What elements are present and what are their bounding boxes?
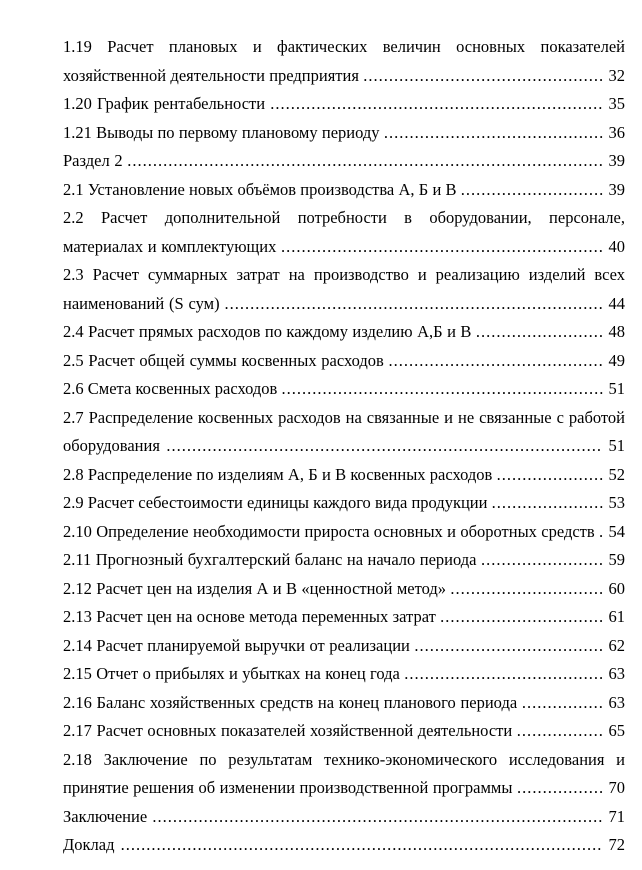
toc-page-number: 39 [608, 179, 625, 199]
toc-page-number: 63 [608, 692, 625, 712]
toc-entry[interactable] [63, 831, 625, 860]
toc-page-number: 63 [608, 664, 626, 683]
toc-entry[interactable] [63, 404, 625, 461]
toc-page-number: 32 [608, 65, 626, 85]
toc-page-number: 51 [608, 436, 625, 455]
toc-entry[interactable] [63, 717, 625, 746]
toc-dot-leader: ..................................... [414, 635, 604, 655]
toc-entry-title: Заключение [63, 806, 148, 826]
toc-page-number: 60 [608, 578, 626, 598]
toc-page-number: 71 [608, 806, 625, 826]
toc-page-number: 44 [608, 293, 626, 313]
toc-dot-leader: ..................... [496, 464, 605, 484]
toc-dot-leader: ........................................... [383, 122, 605, 142]
toc-page-number: 49 [608, 350, 626, 370]
toc-entry[interactable] [63, 461, 625, 490]
toc-page-number: 52 [608, 464, 626, 484]
toc-entry-title: 2.13 Расчет цен на основе метода переменных затрат [63, 607, 436, 626]
toc-entry-title: 2.10 Определение необходимости прироста основных и оборотных средств [63, 521, 595, 541]
toc-page-number: 70 [608, 778, 626, 797]
toc-page-number: 35 [608, 94, 625, 113]
toc-entry-title: 2.16 Баланс хозяйственных средств на конец планового периода [63, 692, 518, 712]
toc-entry[interactable] [63, 489, 625, 518]
toc-dot-leader: ......................... [475, 322, 605, 341]
toc-dot-leader: ............................ [460, 179, 605, 199]
toc-entry[interactable] [63, 119, 625, 148]
toc-entry-title: 2.1 Установление новых объёмов производства А, Б и В [63, 179, 457, 199]
toc-dot-leader: ................................ [440, 607, 605, 626]
toc-entry-title: 2.12 Расчет цен на изделия А и В «ценностной метод» [63, 578, 447, 598]
toc-dot-leader: .......................................... [388, 350, 604, 370]
toc-entry[interactable] [63, 689, 625, 718]
toc-entry[interactable] [63, 375, 625, 404]
toc-page-number: 48 [608, 322, 626, 341]
toc-entry[interactable] [63, 603, 625, 632]
toc-page-number: 59 [608, 550, 625, 569]
toc-entry[interactable] [63, 546, 625, 575]
toc-entry-title: 2.8 Распределение по изделиям А, Б и В косвенных расходов [63, 464, 493, 484]
toc-dot-leader: . [599, 521, 605, 541]
toc-entry-title: 1.19 Расчет плановых и фактических величин основных показателей хозяйственной деятельности предприятия [63, 37, 625, 85]
toc-dot-leader: .......................................................................... [224, 293, 604, 313]
toc-entry-title: 2.7 Распределение косвенных расходов на связанные и не связанные с работой оборудования [63, 407, 625, 455]
toc-page-number: 51 [608, 379, 626, 398]
toc-dot-leader: ................ [521, 692, 604, 712]
toc-entry-title: 2.9 Расчет себестоимости единицы каждого вида продукции [63, 493, 488, 512]
toc-entry[interactable] [63, 803, 625, 832]
toc-entry-title: 2.2 Расчет дополнительной потребности в оборудовании, персонале, материалах и комплектующих [63, 208, 625, 256]
toc-entry-title: 2.15 Отчет о прибылях и убытках на конец года [63, 664, 400, 683]
toc-entry-title: 2.3 Расчет суммарных затрат на производство и реализацию изделий всех наименований (S сум) [63, 265, 625, 313]
toc-entry-title: 2.18 Заключение по результатам технико-экономического исследования и принятие решения об изменении производственной программы [63, 749, 625, 797]
toc-entry[interactable] [63, 176, 625, 205]
toc-page-number: 54 [608, 521, 626, 541]
toc-entry[interactable] [63, 147, 625, 176]
toc-entry[interactable] [63, 746, 625, 803]
toc-page-number: 39 [608, 151, 626, 170]
toc-entry[interactable] [63, 204, 625, 261]
toc-page-number: 61 [608, 607, 626, 626]
toc-dot-leader: ................. [516, 778, 605, 797]
toc-entry-title: 2.17 Расчет основных показателей хозяйственной деятельности [63, 721, 513, 740]
toc-entry[interactable] [63, 575, 625, 604]
toc-entry-title: 2.6 Смета косвенных расходов [63, 379, 278, 398]
toc-entry-title: 2.5 Расчет общей суммы косвенных расходов [63, 350, 384, 370]
toc-dot-leader: ............................................... [363, 65, 605, 85]
toc-entry-title: 1.20 График рентабельности [63, 94, 266, 113]
toc-page-number: 53 [608, 493, 626, 512]
toc-dot-leader: ....................................... [404, 664, 605, 683]
toc-dot-leader: ........................................................................................ [152, 806, 604, 826]
toc-dot-leader: ............................................................................................. [127, 151, 604, 170]
toc-page-number: 72 [608, 835, 626, 854]
toc-page-number: 65 [608, 721, 626, 740]
toc-dot-leader: .............................................................................................. [120, 835, 603, 854]
toc-entry[interactable] [63, 318, 625, 347]
toc-entry[interactable] [63, 33, 625, 90]
toc-entry-title: 2.4 Расчет прямых расходов по каждому изделию А,Б и В [63, 322, 472, 341]
toc-dot-leader: .............................. [450, 578, 605, 598]
toc-page-number: 36 [608, 122, 626, 142]
toc-entry-title: 2.11 Прогнозный бухгалтерский баланс на начало периода [63, 550, 477, 569]
toc-entry[interactable] [63, 261, 625, 318]
toc-dot-leader: ........................ [481, 550, 604, 569]
toc-page-number: 40 [608, 236, 626, 256]
toc-entry-title: 1.21 Выводы по первому плановому периоду [63, 122, 380, 142]
toc-dot-leader: ..................................................................................... [166, 436, 603, 455]
toc-entry-title: Раздел 2 [63, 151, 123, 170]
toc-entry[interactable] [63, 632, 625, 661]
toc-entry[interactable] [63, 518, 625, 547]
toc-entry[interactable] [63, 660, 625, 689]
toc-entry-title: Доклад [63, 835, 115, 854]
toc-entry[interactable] [63, 347, 625, 376]
toc-dot-leader: ................................................................. [270, 94, 604, 113]
toc-dot-leader: ...................... [491, 493, 605, 512]
toc-page-number: 62 [608, 635, 626, 655]
table-of-contents [63, 33, 625, 860]
toc-dot-leader: ............................................................... [281, 379, 605, 398]
toc-entry[interactable] [63, 90, 625, 119]
toc-entry-title: 2.14 Расчет планируемой выручки от реализации [63, 635, 410, 655]
toc-dot-leader: ................. [516, 721, 604, 740]
toc-dot-leader: ............................................................... [281, 236, 604, 256]
